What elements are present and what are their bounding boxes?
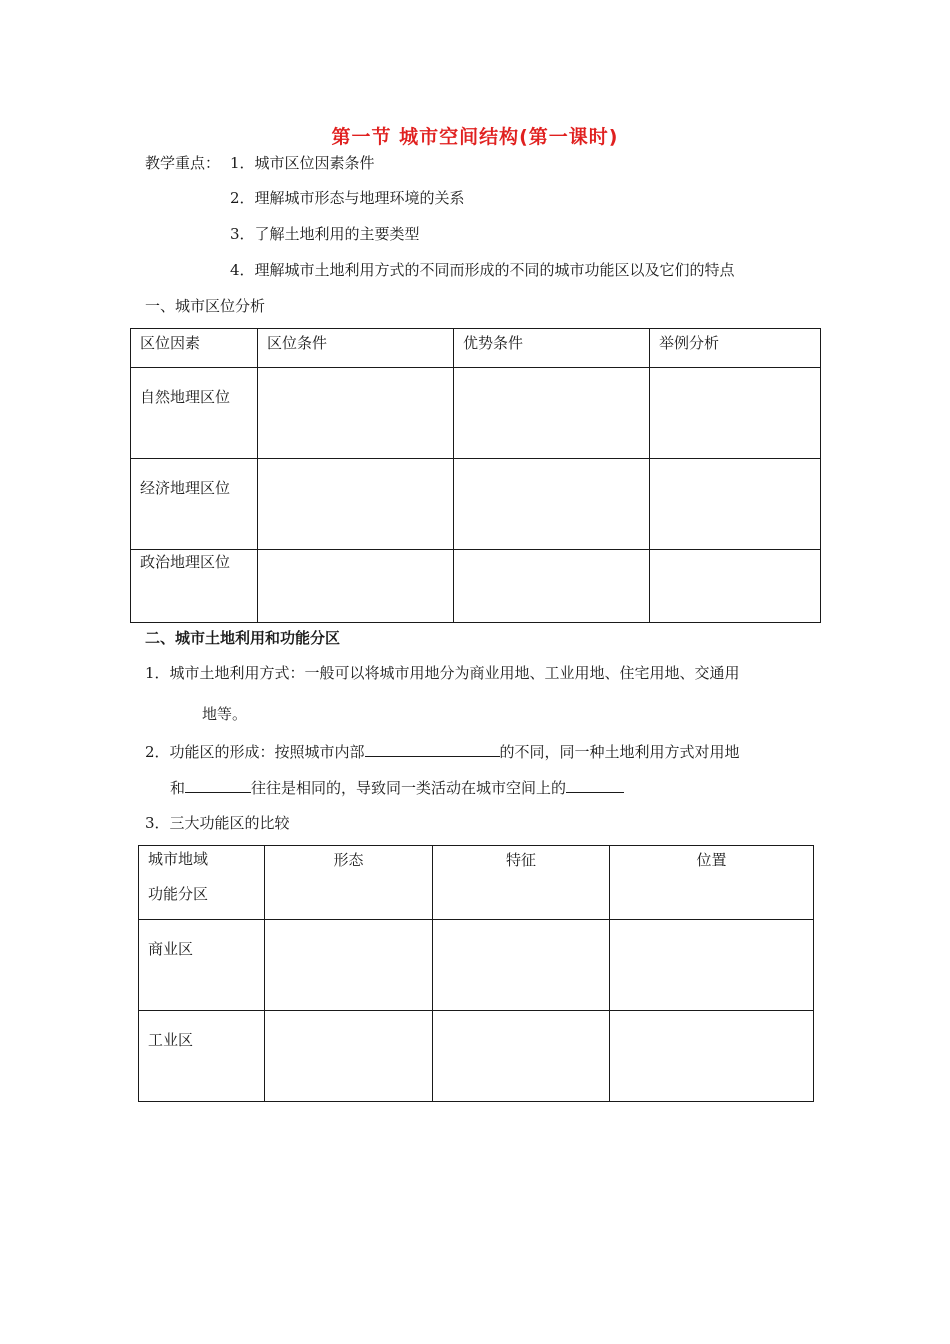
key-point-item-3: 3．了解土地利用的主要类型 <box>230 225 420 243</box>
row-label-cell: 经济地理区位 <box>131 459 258 550</box>
item2-part3: 和 <box>170 779 186 797</box>
empty-cell[interactable] <box>258 550 454 623</box>
header-cell: 形态 <box>265 846 433 920</box>
corner-cell: 城市地域 功能分区 <box>139 846 265 920</box>
item2-part1: 2．功能区的形成：按照城市内部 <box>145 743 365 761</box>
empty-cell[interactable] <box>650 459 821 550</box>
item2-part4: 往往是相同的，导致同一类活动在城市空间上的 <box>251 779 567 797</box>
item1-line1: 1．城市土地利用方式：一般可以将城市用地分为商业用地、工业用地、住宅用地、交通用 <box>145 664 740 682</box>
table-row <box>139 1011 814 1102</box>
header-cell: 优势条件 <box>454 329 650 368</box>
empty-cell[interactable] <box>258 459 454 550</box>
row-label-cell: 工业区 <box>139 1011 265 1102</box>
key-point-item-1: 1．城市区位因素条件 <box>230 154 375 172</box>
functional-zones-table <box>138 845 814 1102</box>
fill-blank-2[interactable] <box>185 776 251 793</box>
item2-line1 <box>145 740 740 762</box>
empty-cell[interactable] <box>610 1011 814 1102</box>
location-analysis-table <box>130 328 821 623</box>
section2-heading: 二、城市土地利用和功能分区 <box>145 629 341 647</box>
item3-heading: 3．三大功能区的比较 <box>145 814 290 832</box>
key-point-item-2: 2．理解城市形态与地理环境的关系 <box>230 189 465 207</box>
header-cell: 举例分析 <box>650 329 821 368</box>
empty-cell[interactable] <box>265 1011 433 1102</box>
table-row <box>139 920 814 1011</box>
item2-line2 <box>170 776 624 798</box>
empty-cell[interactable] <box>650 368 821 459</box>
header-cell: 区位因素 <box>131 329 258 368</box>
header-cell: 特征 <box>433 846 610 920</box>
key-point-item-4: 4．理解城市土地利用方式的不同而形成的不同的城市功能区以及它们的特点 <box>230 261 735 279</box>
table-header-row <box>131 329 821 368</box>
table-header-row <box>139 846 814 920</box>
empty-cell[interactable] <box>650 550 821 623</box>
table-row <box>131 550 821 623</box>
empty-cell[interactable] <box>454 459 650 550</box>
section1-heading: 一、城市区位分析 <box>145 297 266 315</box>
header-cell: 位置 <box>610 846 814 920</box>
fill-blank-3[interactable] <box>566 776 624 793</box>
header-cell: 区位条件 <box>258 329 454 368</box>
empty-cell[interactable] <box>258 368 454 459</box>
item1-line2: 地等。 <box>202 705 248 723</box>
key-points-label: 教学重点： <box>145 154 221 172</box>
page-title: 第一节 城市空间结构(第一课时) <box>331 126 619 148</box>
table-row <box>131 368 821 459</box>
row-label-cell: 政治地理区位 <box>131 550 258 623</box>
empty-cell[interactable] <box>265 920 433 1011</box>
item2-part2: 的不同，同一种土地利用方式对用地 <box>499 743 740 761</box>
empty-cell[interactable] <box>433 920 610 1011</box>
empty-cell[interactable] <box>454 550 650 623</box>
row-label-cell: 自然地理区位 <box>131 368 258 459</box>
empty-cell[interactable] <box>454 368 650 459</box>
fill-blank-1[interactable] <box>365 740 500 757</box>
table-row <box>131 459 821 550</box>
empty-cell[interactable] <box>433 1011 610 1102</box>
row-label-cell: 商业区 <box>139 920 265 1011</box>
empty-cell[interactable] <box>610 920 814 1011</box>
